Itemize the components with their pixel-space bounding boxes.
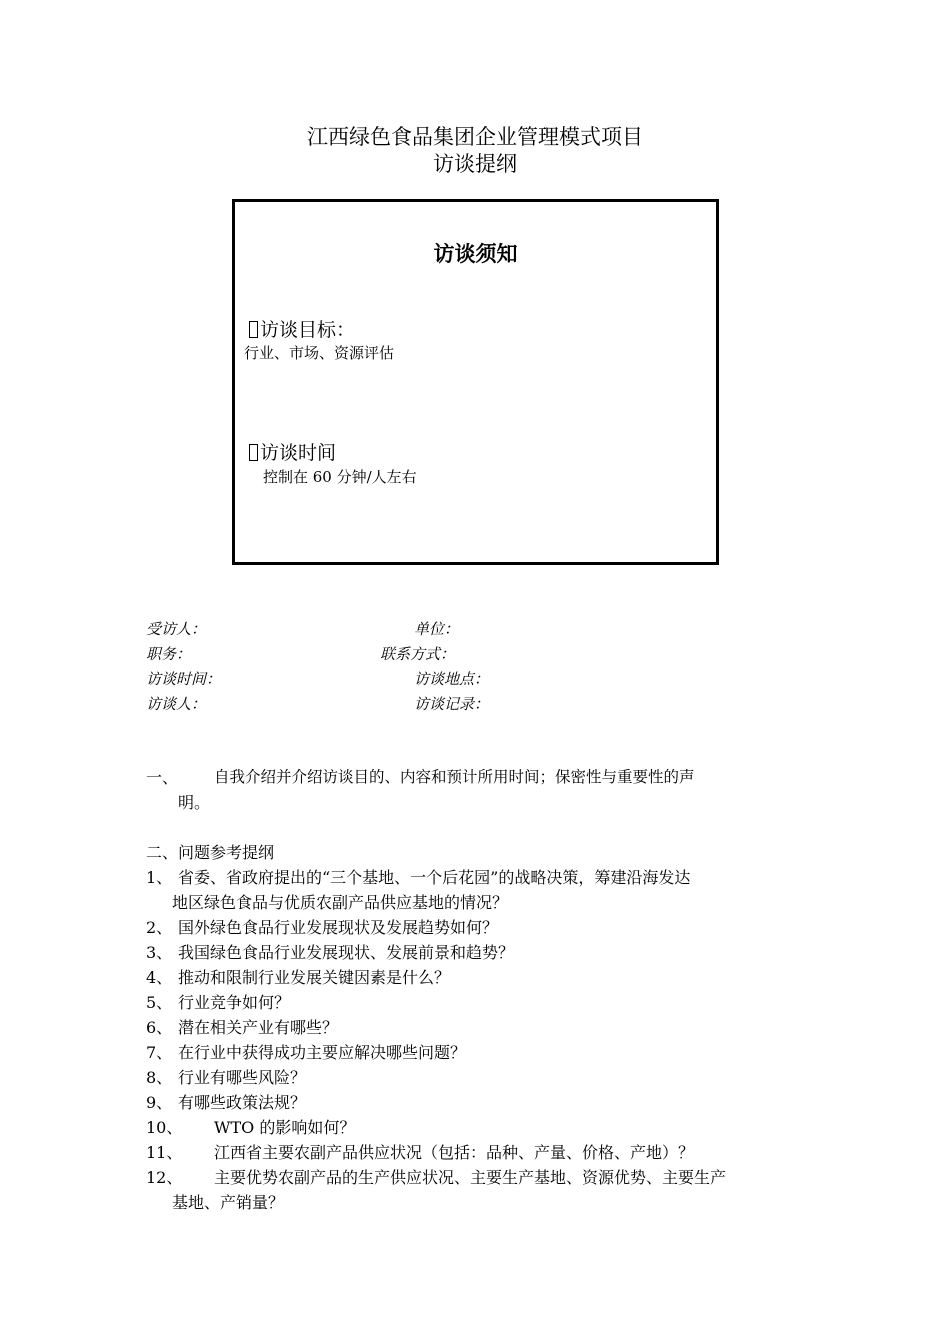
question-text: 我国绿色食品行业发展现状、发展前景和趋势？	[178, 943, 515, 962]
question-number: 7、	[146, 1043, 173, 1062]
goal-label-row	[249, 315, 355, 342]
interview-time-label: 访谈时间：	[146, 670, 222, 688]
question-number: 6、	[146, 1018, 173, 1037]
notice-heading: 访谈须知	[433, 241, 518, 266]
question-text-continued: 基地、产销量？	[172, 1193, 285, 1212]
section2-heading: 二、问题参考提纲	[146, 843, 275, 862]
bullet-icon	[249, 321, 258, 338]
section1-text-line2: 明。	[178, 793, 211, 812]
question-text: 潜在相关产业有哪些？	[178, 1018, 339, 1037]
interview-place-label: 访谈地点：	[414, 670, 490, 688]
section1-number: 一、	[146, 768, 179, 787]
question-number: 1、	[146, 868, 173, 887]
interviewee-label: 受访人：	[146, 620, 207, 638]
question-number: 2、	[146, 918, 173, 937]
time-label: 访谈时间	[260, 442, 337, 464]
question-text: 行业竞争如何？	[178, 993, 291, 1012]
interviewer-label: 访谈人：	[146, 695, 207, 713]
question-number: 4、	[146, 968, 173, 987]
question-text: 江西省主要农副产品供应状况（包括：品种、产量、价格、产地）？	[214, 1143, 695, 1162]
question-number: 10、	[146, 1118, 183, 1137]
section1-text-line1: 自我介绍并介绍访谈目的、内容和预计所用时间；保密性与重要性的声	[214, 768, 695, 786]
question-number: 9、	[146, 1093, 173, 1112]
bullet-icon	[249, 444, 258, 461]
unit-label: 单位：	[414, 620, 460, 638]
document-subtitle: 访谈提纲	[433, 152, 517, 176]
question-number: 11、	[146, 1143, 183, 1162]
contact-label: 联系方式：	[380, 645, 456, 663]
question-text: 主要优势农副产品的生产供应状况、主要生产基地、资源优势、主要生产	[214, 1168, 727, 1187]
goal-label: 访谈目标：	[260, 319, 356, 341]
question-text: 行业有哪些风险？	[178, 1068, 307, 1087]
question-text: 在行业中获得成功主要应解决哪些问题？	[178, 1043, 467, 1062]
question-text-continued: 地区绿色食品与优质农副产品供应基地的情况？	[172, 893, 509, 912]
question-number: 3、	[146, 943, 173, 962]
question-text: WTO 的影响如何？	[214, 1118, 356, 1137]
question-text: 有哪些政策法规？	[178, 1093, 307, 1112]
document-title: 江西绿色食品集团企业管理模式项目	[307, 125, 643, 149]
record-label: 访谈记录：	[414, 695, 490, 713]
question-number: 12、	[146, 1168, 183, 1187]
time-text: 控制在 60 分钟/人左右	[263, 468, 417, 486]
position-label: 职务：	[146, 645, 192, 663]
question-number: 5、	[146, 993, 173, 1012]
question-text: 省委、省政府提出的“三个基地、一个后花园”的战略决策，筹建沿海发达	[178, 868, 691, 887]
goal-text: 行业、市场、资源评估	[244, 344, 395, 362]
question-text: 推动和限制行业发展关键因素是什么？	[178, 968, 451, 987]
time-label-row	[249, 438, 336, 465]
question-number: 8、	[146, 1068, 173, 1087]
question-text: 国外绿色食品行业发展现状及发展趋势如何？	[178, 918, 499, 937]
notice-box	[232, 199, 719, 565]
